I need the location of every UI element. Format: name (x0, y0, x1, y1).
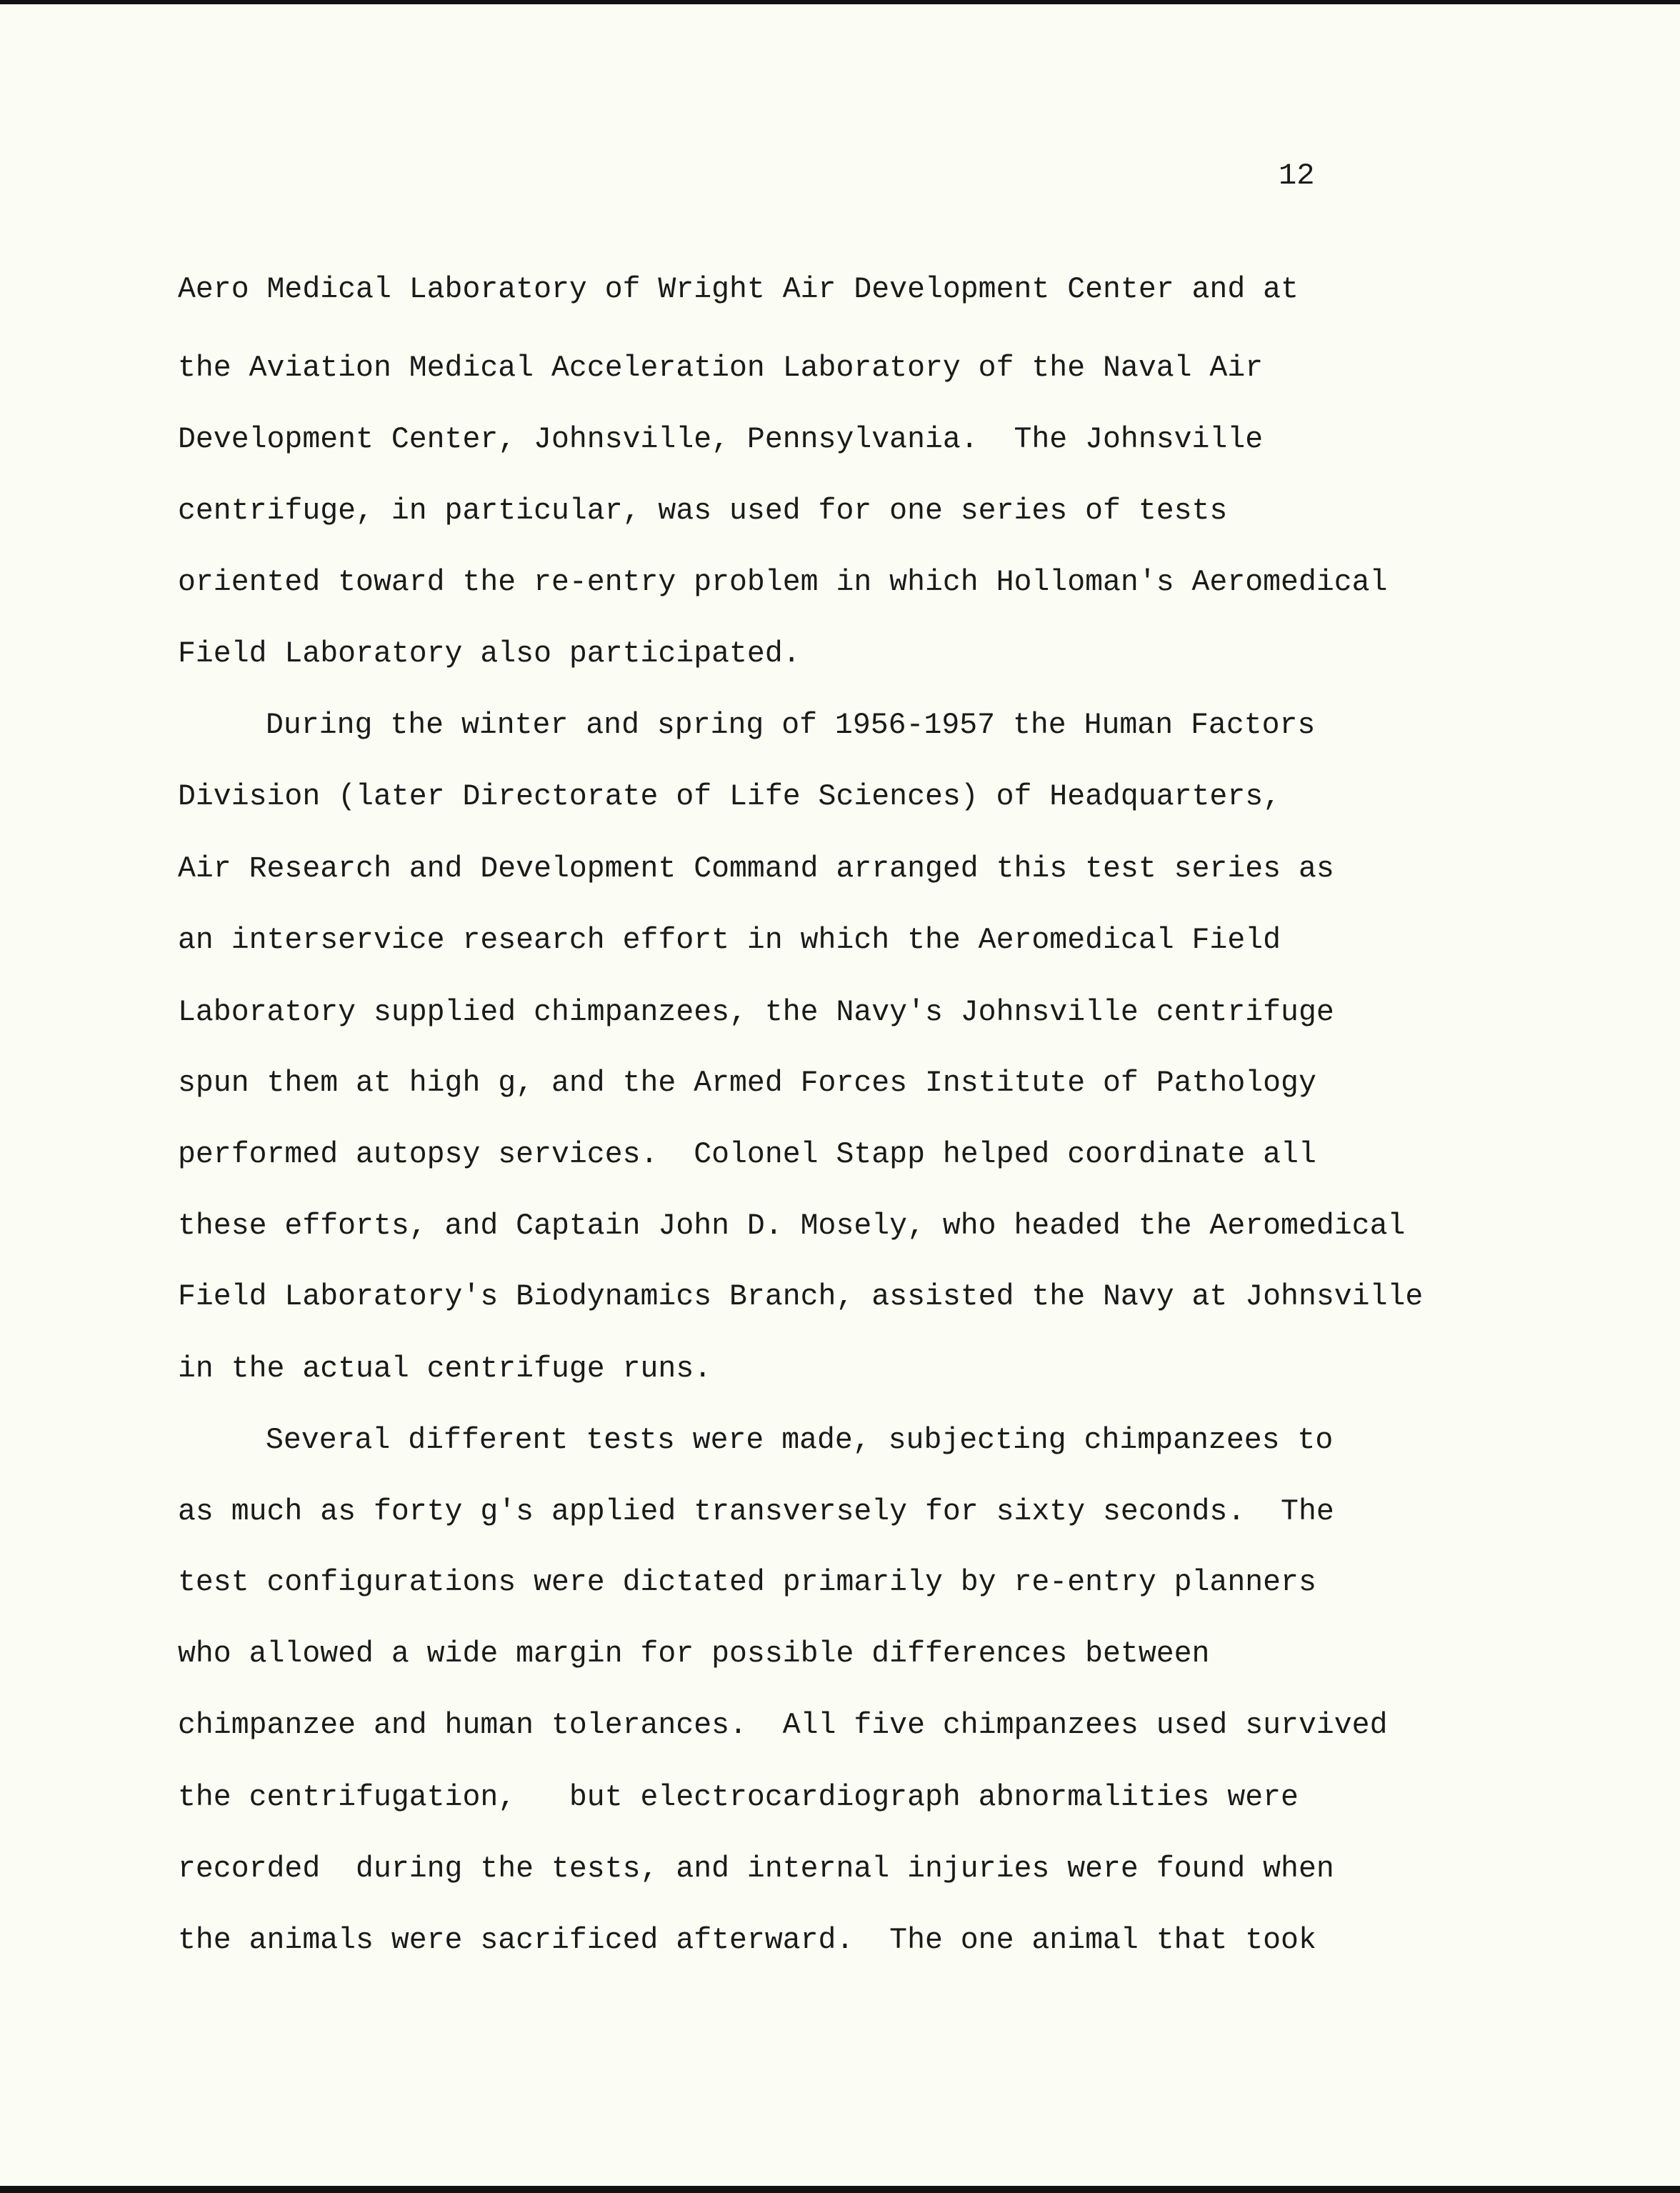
text-line: an interservice research effort in which the Aeromedical Field (178, 924, 1281, 957)
text-line: as much as forty g's applied transversely for sixty seconds. The (178, 1495, 1334, 1529)
text-line: oriented toward the re-entry problem in which Holloman's Aeromedical (178, 566, 1388, 599)
text-line: spun them at high g, and the Armed Forces Institute of Pathology (178, 1066, 1316, 1100)
text-line: the animals were sacrificed afterward. The one animal that took (178, 1924, 1316, 1957)
text-line: Division (later Directorate of Life Sciences) of Headquarters, (178, 780, 1281, 814)
text-line: Field Laboratory also participated. (178, 637, 801, 671)
text-line: Aero Medical Laboratory of Wright Air Development Center and at (178, 273, 1299, 306)
text-line: Several different tests were made, subjecting chimpanzees to (266, 1424, 1334, 1457)
page-number: 12 (1279, 159, 1315, 193)
text-line: Air Research and Development Command arranged this test series as (178, 852, 1334, 886)
text-line: test configurations were dictated primarily by re-entry planners (178, 1566, 1316, 1599)
text-line: chimpanzee and human tolerances. All five chimpanzees used survived (178, 1709, 1388, 1742)
text-line: Laboratory supplied chimpanzees, the Navy's Johnsville centrifuge (178, 996, 1334, 1029)
text-line: performed autopsy services. Colonel Stapp helped coordinate all (178, 1138, 1316, 1172)
text-line: who allowed a wide margin for possible differences between (178, 1637, 1210, 1671)
text-line: recorded during the tests, and internal injuries were found when (178, 1852, 1334, 1886)
text-line: centrifuge, in particular, was used for one series of tests (178, 494, 1228, 528)
text-line: in the actual centrifuge runs. (178, 1352, 712, 1386)
text-line: the Aviation Medical Acceleration Laboratory of the Naval Air (178, 351, 1264, 385)
text-line: During the winter and spring of 1956-1957 the Human Factors (266, 709, 1316, 742)
text-line: the centrifugation, but electrocardiograph abnormalities were (178, 1781, 1299, 1814)
scan-edge-bottom (0, 2186, 1680, 2193)
text-line: these efforts, and Captain John D. Mosely, who headed the Aeromedical (178, 1209, 1406, 1243)
text-line: Development Center, Johnsville, Pennsylvania. The Johnsville (178, 423, 1264, 456)
scan-edge-top (0, 0, 1680, 4)
text-line: Field Laboratory's Biodynamics Branch, assisted the Navy at Johnsville (178, 1280, 1424, 1314)
